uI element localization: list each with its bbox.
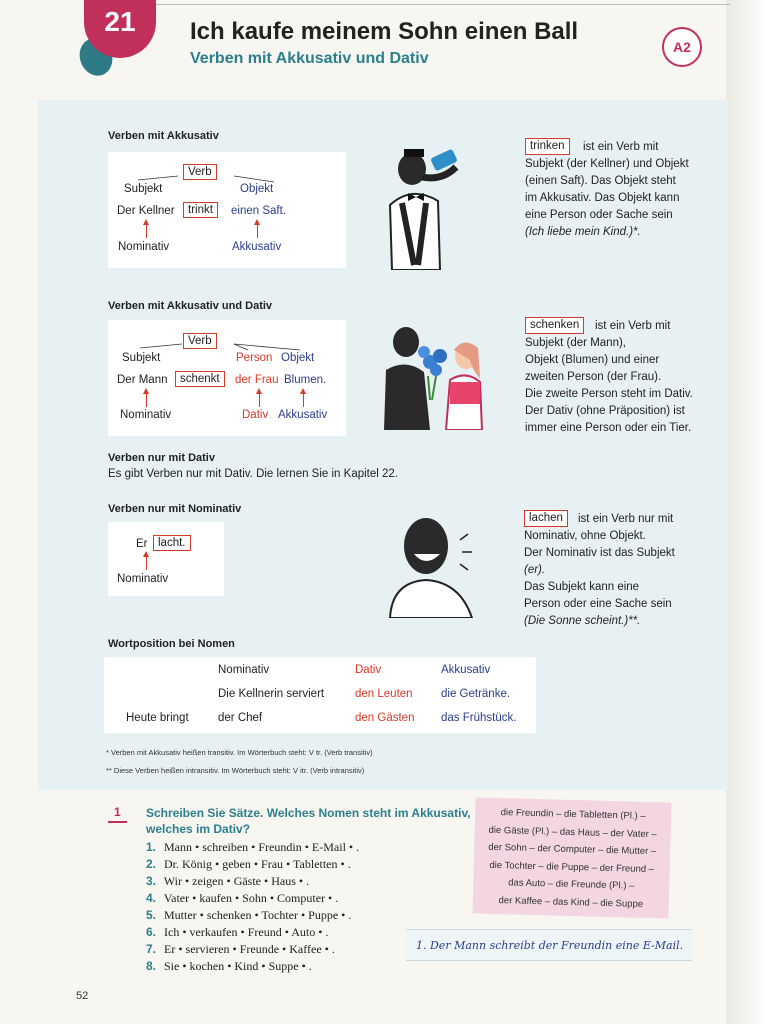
man-giving-flowers-illustration [380,320,492,430]
explanation-text [524,511,675,630]
footnote: * Verben mit Akkusativ heißen transitiv. Im Wörterbuch steht: V tr. (Verb transitiv) [106,748,373,757]
table-cell: Heute bringt [126,712,189,724]
list-item: 6. Ich • verkaufen • Freund • Auto • . [146,925,329,939]
subject-word: Der Mann [117,374,168,386]
list-item: 7. Er • servieren • Freunde • Kaffee • . [146,942,335,956]
arrow-up-icon [146,224,147,238]
subject-word: Der Kellner [117,205,175,217]
section-heading: Verben mit Akkusativ und Dativ [108,300,273,312]
person-label: Person [236,352,273,364]
chapter-number: 21 [104,6,136,37]
table-cell: den Leuten [355,688,413,700]
case-label: Akkusativ [278,409,328,421]
word-box-line: die Gäste (Pl.) – das Haus – der Vater – [488,824,657,840]
top-rule [150,4,730,5]
section-text: Es gibt Verben nur mit Dativ. Die lernen Sie in Kapitel 22. [108,468,398,480]
table-cell: den Gästen [355,712,415,724]
list-item: 4. Vater • kaufen • Sohn • Computer • . [146,891,339,905]
arrow-up-icon [259,393,260,407]
exercise-list [146,839,359,975]
explanation-line: Objekt (Blumen) und einer [525,354,660,366]
explanation-line: zweiten Person (der Frau). [525,371,662,383]
section-heading: Verben mit Akkusativ [108,130,219,142]
arrow-up-icon [146,556,147,570]
section-heading: Wortposition bei Nomen [108,638,235,650]
word-box-line: die Freundin – die Tabletten (Pl.) – [500,807,646,822]
section-heading: Verben nur mit Nominativ [108,503,242,515]
verb-label: Verb [183,333,217,349]
dative-word: der Frau [235,374,279,386]
word-box-line: das Auto – die Freunde (Pl.) – [508,877,635,892]
explanation-text [525,139,689,241]
laughing-man-illustration [388,510,488,618]
page-subtitle: Verben mit Akkusativ und Dativ [190,50,429,67]
case-label: Akkusativ [232,241,282,253]
page-spine-shadow [726,0,768,1024]
table-header: Akkusativ [441,664,491,676]
verb-word: lacht. [153,535,191,551]
page-number: 52 [76,990,89,1002]
arrow-up-icon [146,393,147,407]
explanation-line: ist ein Verb nur mit [578,513,674,525]
verb-highlight: lachen [524,510,568,527]
explanation-line: Subjekt (der Mann), [525,337,626,349]
subject-word: Er [136,538,148,550]
word-box-line: der Kaffee – das Kind – die Suppe [498,894,644,910]
explanation-line: ist ein Verb mit [583,141,659,153]
section-heading: Verben nur mit Dativ [108,452,215,464]
explanation-line: (Die Sonne scheint.)**. [524,615,641,627]
object-word: einen Saft. [231,205,286,217]
table-cell: der Chef [218,712,263,724]
level-badge: A2 [662,27,702,67]
subject-label: Subjekt [124,183,163,195]
table-header: Nominativ [218,664,270,676]
exercise-instruction [146,805,471,837]
list-item: 8. Sie • kochen • Kind • Suppe • . [146,959,312,973]
example-answer: 1. Der Mann schreibt der Freundin eine E-Mail. [416,939,684,952]
verb-highlight: trinken [525,138,570,155]
case-label: Dativ [242,409,269,421]
explanation-line: im Akkusativ. Das Objekt kann [525,192,680,204]
table-cell: Die Kellnerin serviert [218,688,325,700]
word-box-line: der Sohn – der Computer – die Mutter – [488,841,657,858]
verb-word: trinkt [183,202,218,218]
instruction-line: Schreiben Sie Sätze. Welches Nomen steht im Akkusativ, [146,806,471,820]
instruction-line: welches im Dativ? [146,822,251,836]
table-cell: die Getränke. [441,688,511,700]
explanation-line: (einen Saft). Das Objekt steht [525,175,676,187]
word-box-line: die Tochter – die Puppe – der Freund – [489,859,655,875]
word-box [473,797,672,918]
explanation-line: (Ich liebe mein Kind.)*. [525,226,641,238]
explanation-line: Nominativ, ohne Objekt. [524,530,646,542]
object-word: Blumen. [284,374,327,386]
subject-label: Subjekt [122,352,161,364]
table-cell: das Frühstück. [441,712,517,724]
explanation-line: Die zweite Person steht im Dativ. [525,388,693,400]
explanation-line: Person oder eine Sache sein [524,598,672,610]
explanation-line: eine Person oder Sache sein [525,209,673,221]
list-item: 1. Mann • schreiben • Freundin • E-Mail • . [146,840,360,854]
explanation-text [525,318,693,437]
footnote: ** Diese Verben heißen intransitiv. Im Wörterbuch steht: V itr. (Verb intransitiv) [106,766,365,775]
explanation-line: ist ein Verb mit [595,320,671,332]
object-label: Objekt [240,183,274,195]
table-header: Dativ [355,664,382,676]
explanation-line: Das Subjekt kann eine [524,581,640,593]
page-title: Ich kaufe meinem Sohn einen Ball [190,18,579,45]
explanation-line: Subjekt (der Kellner) und Objekt [525,158,689,170]
object-label: Objekt [281,352,315,364]
arrow-up-icon [303,393,304,407]
list-item: 5. Mutter • schenken • Tochter • Puppe • . [146,908,352,922]
list-item: 2. Dr. König • geben • Frau • Tabletten • . [146,857,351,871]
case-label: Nominativ [117,573,169,585]
arrow-up-icon [257,224,258,238]
case-label: Nominativ [120,409,172,421]
exercise-number: 1 [108,805,127,823]
verb-word: schenkt [175,371,225,387]
verb-label: Verb [183,164,217,180]
waiter-drinking-illustration [382,145,492,270]
verb-highlight: schenken [525,317,584,334]
explanation-line: Der Nominativ ist das Subjekt [524,547,675,559]
list-item: 3. Wir • zeigen • Gäste • Haus • . [146,874,310,888]
explanation-line: immer eine Person oder ein Tier. [525,422,692,434]
case-label: Nominativ [118,241,170,253]
explanation-line: (er). [524,564,546,576]
explanation-line: Der Dativ (ohne Präposition) ist [525,405,685,417]
